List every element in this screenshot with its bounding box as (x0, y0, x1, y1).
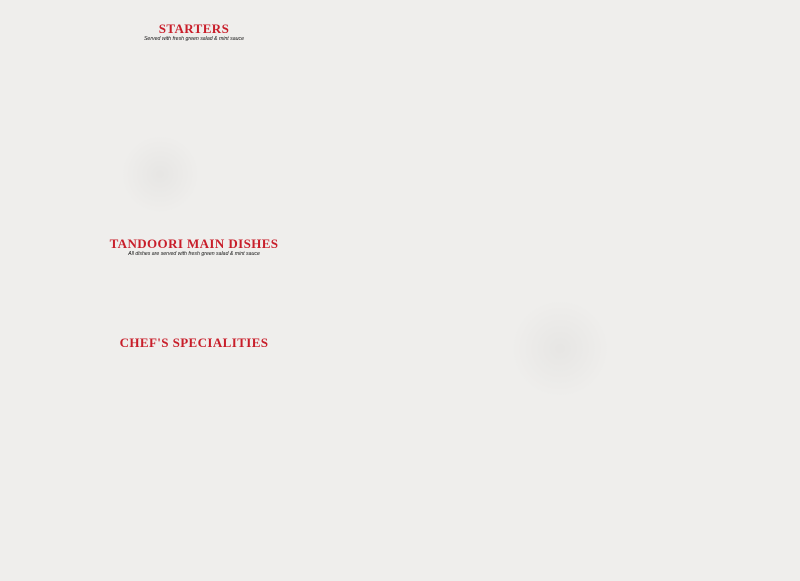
section-title-tandoori: TANDOORI MAIN DISHES (109, 236, 279, 251)
chefs-header (26, 336, 362, 350)
starters-header (26, 22, 362, 43)
section-title-starters: STARTERS (158, 21, 230, 36)
section-subtitle-starters: Served with fresh green salad & mint sauce (143, 36, 245, 42)
section-subtitle-tandoori: All dishes are served with fresh green salad & mint sauce (128, 251, 260, 257)
tandoori-header (26, 237, 362, 258)
section-title-chefs: CHEF'S SPECIALITIES (119, 335, 269, 350)
